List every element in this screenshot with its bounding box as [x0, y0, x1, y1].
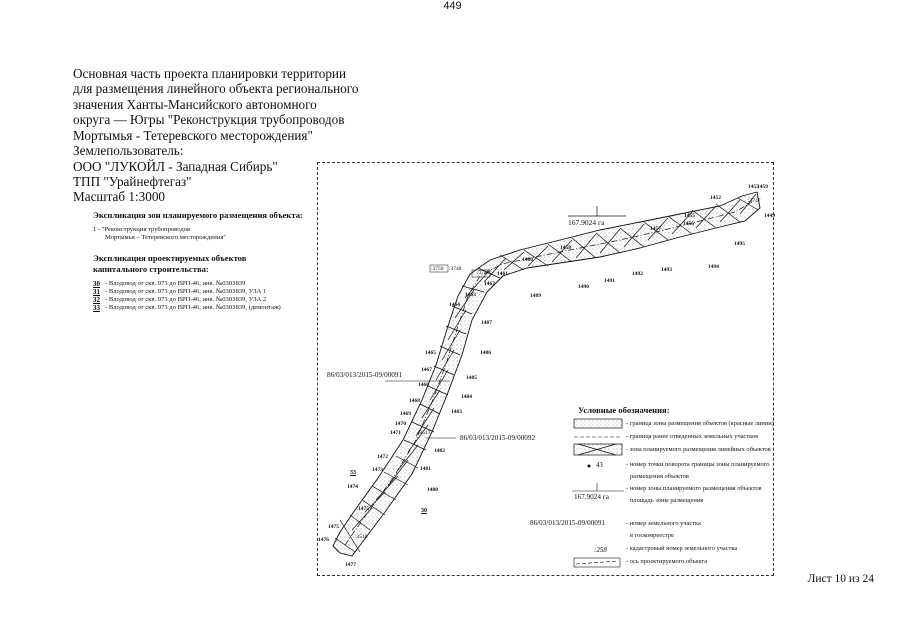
landuser-division: ТПП "Урайнефтегаз": [73, 174, 192, 189]
turn-point-label: 1483: [451, 409, 462, 415]
sample-kn: :258: [594, 546, 607, 554]
turn-point-label: 1457: [650, 226, 661, 232]
title-line-4: округа — Югры "Реконструкция трубопроводов: [73, 112, 345, 127]
object-desc: - Влодовод от скв. 973 до ВРП-46, инв. №0303839: [105, 280, 246, 287]
turn-point-label: 1481: [420, 466, 431, 472]
scale-label: Масштаб 1:3000: [73, 189, 166, 204]
convention-text: - ось проектируемого объекта: [626, 558, 708, 565]
convention-text: - граница ранее отведенных земельных участков: [626, 433, 759, 440]
turn-point-label: 1493: [661, 267, 672, 273]
turn-point-label: 1472: [377, 454, 388, 460]
zones-legend-heading: Экспликация зон планируемого размещения объекта:: [93, 210, 303, 220]
objects-legend-heading-1: Экспликация проектируемых объектов: [93, 253, 247, 263]
turn-point-label: 1469: [400, 411, 411, 417]
convention-text: - кадастровый номер земельного участка: [626, 545, 738, 552]
turn-point-label: 1482: [434, 448, 445, 454]
turn-point-label: 1487: [481, 320, 492, 326]
sample-point-num: 43: [596, 462, 603, 469]
turn-point-label: 1464: [449, 302, 460, 308]
turn-point-label: 1459: [757, 184, 768, 190]
object-mark: 33: [350, 470, 356, 476]
cadastral-short: :3750: [431, 266, 444, 272]
convention-text: - номер зоны планируемого размещения объектов: [626, 485, 762, 492]
convention-text: в госкомреестре: [630, 532, 674, 539]
convention-text: размещения объектов: [630, 473, 689, 480]
turn-point-label: 1466: [418, 382, 429, 388]
zones-legend-item-line1: 1 - "Реконструкция трубопроводов: [93, 226, 191, 233]
sample-area: 167.9024 га: [574, 493, 609, 501]
object-desc: - Влодовод от скв. 973 до ВРП-46, инв. №0303839, УЗА 1: [105, 288, 267, 295]
object-num: 31: [93, 288, 100, 296]
convention-text: - номер земельного участка: [626, 520, 701, 527]
cadastral-short: :3748: [449, 266, 462, 272]
turn-point-label: 1449: [764, 213, 775, 219]
turn-point-label: 1490: [578, 284, 589, 290]
title-line-2: для размещения линейного объекта регионального: [73, 81, 359, 96]
turn-point-label: 1463: [465, 292, 476, 298]
turn-point-label: 1475: [328, 524, 339, 530]
title-line-3: значения Ханты-Мансийского автономного: [73, 97, 317, 112]
cadastral-number: 86/03/013/2015-09/00092: [460, 434, 536, 442]
turn-point-label: 1495: [734, 241, 745, 247]
cadastral-short: :3510: [355, 534, 368, 540]
turn-point-label: 1460: [522, 257, 533, 263]
landuser-company: ООО "ЛУКОЙЛ - Западная Сибирь": [73, 159, 278, 174]
title-line-5: Мортымья - Тетеревского месторождения": [73, 128, 313, 143]
turn-point-label: 1470: [395, 421, 406, 427]
turn-point-label: 1492: [632, 271, 643, 277]
sample-cadastral: 86/03/013/2015-09/00091: [530, 519, 606, 527]
title-line-1: Основная часть проекта планировки территории: [73, 66, 347, 81]
turn-point-label: 1484: [461, 394, 472, 400]
legend-swatch-point: [588, 465, 591, 468]
turn-point-label: 1453: [748, 184, 759, 190]
turn-point-label: 1461: [497, 271, 508, 277]
zones-legend-item-line2: Мортымья – Тетеревского месторождения": [105, 234, 227, 241]
legend-swatch-red-lines: [574, 419, 622, 428]
turn-point-label: 1477: [345, 562, 356, 568]
convention-text: - номер точки поворота границы зоны планируемого: [626, 461, 770, 468]
turn-point-label: 1475: [358, 506, 369, 512]
turn-point-label: 1474: [347, 484, 358, 490]
cadastral-short: :3747: [748, 198, 761, 204]
sheet-label: Лист 10 из 24: [807, 573, 874, 585]
turn-point-label: 1455: [684, 213, 695, 219]
convention-text: - зона планируемого размещения линейных объектов: [626, 446, 771, 453]
turn-point-label: 1467: [421, 367, 432, 373]
convention-text: площадь зоны размещения: [630, 497, 704, 504]
turn-point-label: 1480: [427, 487, 438, 493]
turn-point-label: 1456: [683, 221, 694, 227]
conventions-title: Условные обозначения:: [578, 405, 670, 415]
area-label: 167.9024 га: [568, 218, 605, 227]
objects-legend-heading-2: капитального строительства:: [93, 264, 209, 274]
turn-point-label: 1486: [480, 350, 491, 356]
turn-point-label: 1468: [409, 398, 420, 404]
object-desc: - Влодовод от скв. 973 до ВРП-46, инв. №0303839, (демонтаж): [105, 304, 281, 311]
convention-text: - граница зоны размещения объектов (красные линии): [626, 420, 774, 427]
turn-point-label: 1489: [530, 293, 541, 299]
turn-point-label: 1462: [484, 281, 495, 287]
turn-point-label: 1452: [710, 195, 721, 201]
turn-point-label: 1491: [604, 278, 615, 284]
turn-point-label: 1458: [560, 245, 571, 251]
cadastral-number: 86/03/013/2015-09/00091: [327, 371, 403, 379]
turn-point-label: 1494: [708, 264, 719, 270]
cadastral-short: :3749: [477, 270, 490, 276]
turn-point-label: 1473: [372, 467, 383, 473]
turn-point-label: 1465: [425, 350, 436, 356]
page-number: 449: [443, 0, 462, 12]
turn-point-label: 1471: [390, 430, 401, 436]
landuser-label: Землепользователь:: [73, 143, 184, 158]
object-num: 30: [93, 280, 100, 288]
object-num: 33: [93, 304, 100, 312]
cadastral-short: :3517: [418, 430, 431, 436]
turn-point-label: 1476: [318, 537, 329, 543]
object-desc: - Влодовод от скв. 973 до ВРП-46, инв. №0303839, УЗА 2: [105, 296, 267, 303]
turn-point-label: 1485: [466, 375, 477, 381]
object-mark: 30: [421, 508, 427, 514]
object-num: 32: [93, 296, 100, 304]
